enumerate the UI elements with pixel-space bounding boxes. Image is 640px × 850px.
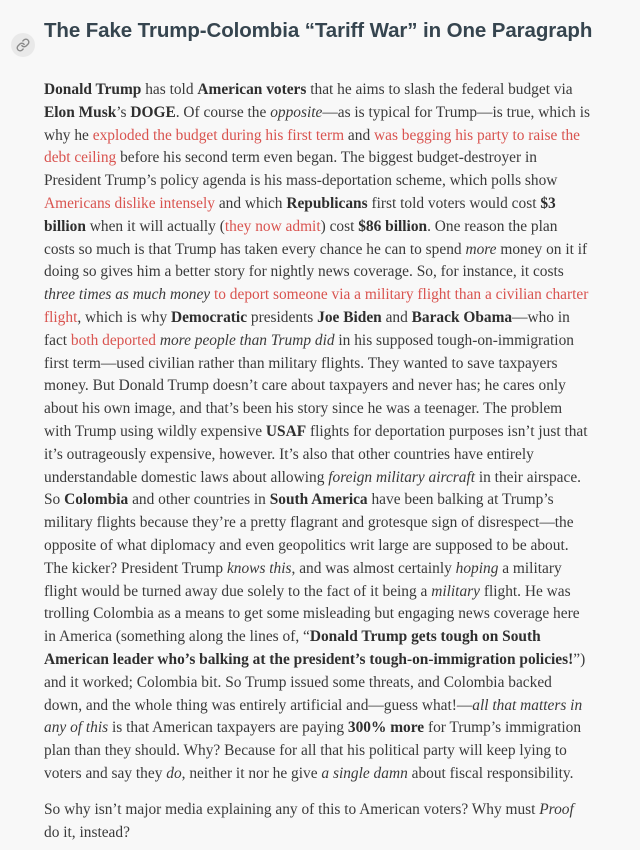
text-emphasis: hoping xyxy=(455,559,499,577)
text: ”) and it worked; Colombia bit. So Trump issued some threats, and Colombia backed down, and the whole thing was entirely artificial and—guess what!— xyxy=(44,650,586,714)
text-emphasis: knows this xyxy=(226,559,292,577)
page-title: The Fake Trump-Colombia “Tariff War” in One Paragraph xyxy=(44,19,593,42)
text: . Of course the xyxy=(175,103,271,121)
text: for Trump’s immigration plan than they should. Why? Because for all that his political party will keep lying to voters and say they xyxy=(44,719,582,782)
publication-name: Proof xyxy=(539,800,574,818)
text-strong: DOGE xyxy=(130,103,176,121)
link-they-now-admit[interactable]: they now admit xyxy=(224,217,321,235)
article-body xyxy=(44,79,590,844)
text-emphasis: more people than Trump did xyxy=(159,331,335,349)
text: flight. He was trolling Colombia as a means to get some misleading but engaging news coverage here in America (something along the lines of, “ xyxy=(44,582,580,646)
text: a military flight would be turned away due solely to the fact of it being a xyxy=(44,559,562,600)
paragraph-closing xyxy=(44,799,590,845)
text: and which xyxy=(214,194,287,212)
text: and xyxy=(381,308,412,326)
text-strong: $3 billion xyxy=(44,194,556,235)
text-strong: USAF xyxy=(265,422,307,440)
text: money on it if doing so gives him a better story for nightly news coverage. So, for instance, it costs xyxy=(44,240,588,281)
text: in his supposed tough-on-immigration first term—used civilian rather than military flights. They wanted to save taxpayers money. But Donald Trump doesn’t care about taxpayers and never has; he cares only about his own image, and that’s been his story since he was a teenager. The problem with Trump using wildly expensive xyxy=(44,331,574,440)
text: is that American taxpayers are paying xyxy=(108,719,348,737)
text-strong: Democratic xyxy=(170,308,248,326)
text-emphasis: foreign military aircraft xyxy=(328,468,476,486)
text: ) cost xyxy=(320,217,359,235)
text: ’s xyxy=(116,103,131,121)
text: when it will actually ( xyxy=(85,217,225,235)
text: , and was almost certainly xyxy=(291,559,456,577)
text: —who in fact xyxy=(44,308,570,349)
link-both-deported[interactable]: both deported xyxy=(70,331,156,349)
text: . One reason the plan costs so much is that Trump has taken every chance he can to spend xyxy=(44,217,558,258)
text: , neither it nor he give xyxy=(181,764,322,782)
link-americans-dislike[interactable]: Americans dislike intensely xyxy=(44,194,215,212)
text: that he aims to slash the federal budget via xyxy=(306,81,573,98)
link-icon[interactable] xyxy=(11,33,35,57)
text: presidents xyxy=(247,308,318,326)
text: have been balking at Trump’s military flights because they’re a pretty flagrant and grotesque sign of disrespect—the opposite of what diplomacy and even geopolitics writ large are supposed to be about. The kicker? President Trump xyxy=(44,491,574,577)
paragraph-main xyxy=(44,79,590,786)
text: and xyxy=(344,126,374,144)
link-debt-ceiling[interactable]: was begging his party to raise the debt ceiling xyxy=(44,126,581,167)
text-strong: Barack Obama xyxy=(411,308,513,326)
text-strong: Elon Musk xyxy=(44,103,117,121)
text: , which is why xyxy=(77,308,171,326)
text: So why isn’t major media explaining any of this to American voters? Why must xyxy=(44,800,540,818)
text-strong: Republicans xyxy=(286,194,368,212)
link-exploded-budget[interactable]: exploded the budget during his first term xyxy=(92,126,345,144)
text-strong: 300% more xyxy=(347,719,425,737)
text: about fiscal responsibility. xyxy=(407,764,574,782)
text: and other countries in xyxy=(128,491,270,509)
text-strong: $86 billion xyxy=(358,217,428,235)
text-emphasis: a single damn xyxy=(321,764,408,782)
text-strong: Donald Trump gets tough on South American leader who’s balking at the president’s tough-on-immigration policies! xyxy=(44,628,574,668)
text: flights for deportation purposes isn’t just that it’s outrageously expensive, however. It’s also that other countries have entirely understandable domestic laws about allowing xyxy=(44,422,588,486)
text-emphasis: do xyxy=(166,764,182,782)
text: first told voters would cost xyxy=(367,194,541,212)
text: in their airspace. So xyxy=(44,468,581,509)
text: before his second term even began. The biggest budget-destroyer in President Trump’s policy agenda is his mass-deportation scheme, which polls show xyxy=(44,149,558,190)
text-emphasis: military xyxy=(431,582,480,600)
text-emphasis: opposite xyxy=(270,103,323,121)
text: —as is typical for Trump—is true, which is why he xyxy=(44,103,590,144)
text: has told xyxy=(141,81,198,98)
text-strong: Donald Trump xyxy=(44,81,142,98)
text-emphasis: three times as much money xyxy=(44,286,211,304)
text-emphasis: all that matters in any of this xyxy=(44,696,583,737)
text-strong: Colombia xyxy=(64,491,129,509)
text-strong: American voters xyxy=(197,81,307,98)
text-strong: South America xyxy=(269,491,368,509)
link-military-flight[interactable]: to deport someone via a military flight than a civilian charter flight xyxy=(44,286,589,326)
text-emphasis: more xyxy=(465,240,497,258)
text: do it, instead? xyxy=(44,823,130,841)
text-strong: Joe Biden xyxy=(317,308,382,326)
